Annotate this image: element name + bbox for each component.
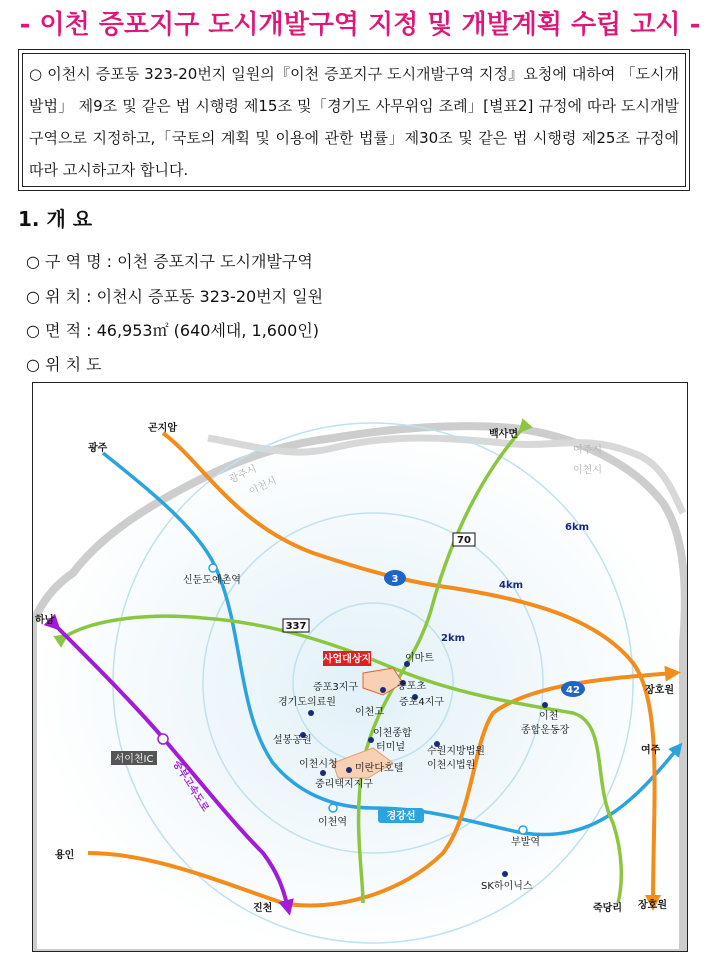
yongin-label: 용인 [55, 850, 75, 861]
jukdangri-label: 죽당리 [593, 903, 622, 914]
court-label: 수원지방법원 [427, 746, 485, 757]
overview-map-label: ○ 위 치 도 [26, 355, 102, 374]
ring-2km-label: 2km [441, 633, 466, 644]
icheon-border2-label: 이천시 [247, 475, 279, 498]
icheon-term-label: 이천종합 [373, 728, 412, 739]
road-337-label: 337 [285, 621, 307, 632]
icheon-station-label: 이천역 [318, 817, 347, 828]
icheon-stadium-label: 이천 [539, 711, 559, 722]
road-70-label: 70 [457, 535, 471, 546]
jungri-label: 중리택지지구 [315, 779, 373, 790]
janghowon-label: 장호원 [645, 685, 674, 696]
terminal-label: 터미널 [376, 742, 405, 753]
seoicheon-ic-label: 서이천IC [114, 754, 154, 765]
miranda-label: 미란다호텔 [355, 763, 404, 774]
gyeonggang-label: 경강선 [386, 811, 416, 822]
region-boundary [33, 426, 685, 952]
road-42-label: 42 [566, 685, 580, 696]
skhynix-label: SK하이닉스 [481, 881, 533, 892]
expressway-label: 중부고속도로 [170, 758, 211, 814]
gwangju-border-label: 광주시 [227, 463, 259, 486]
location-map-svg [33, 383, 688, 952]
notice-box [18, 49, 690, 191]
yeoju-border-label: 여주시 [573, 445, 602, 456]
jeungpo4-label: 증포4지구 [399, 697, 445, 708]
section-title: 1. 개 요 [18, 207, 93, 231]
seolbong-label: 설봉공원 [273, 735, 312, 746]
gwangju-label: 광주 [88, 443, 108, 454]
icheon-court-label: 이천시법원 [427, 760, 476, 771]
baeksa-label: 백사면 [489, 429, 518, 440]
icheongo-label: 이천고 [355, 707, 384, 718]
jeungpo3-label: 증포3지구 [313, 682, 359, 693]
emart-label: 이마트 [405, 653, 434, 664]
sindundo-label: 신둔도예촌역 [183, 575, 241, 586]
stadium-label: 종합운동장 [521, 725, 570, 736]
jeungpocho-label: 증포초 [397, 681, 426, 692]
overview-location: ○ 위 치 : 이천시 증포동 323-20번지 일원 [26, 287, 324, 306]
jincheon-label: 진천 [253, 903, 273, 914]
notice-text: ○ 이천시 증포동 323-20번지 일원의『이천 증포지구 도시개발구역 지정』요청에 대하여 「도시개발법」 제9조 및 같은 법 시행령 제15조 및「경기도 사무위임 조례」[별표2] 규정에 따라 도시개발구역으로 지정하고,「국토의 계획 및 이용에 관한 법률」제30조 및 같은 법 시행령 제25조 규정에 따라 고시하고자 합니다. [29, 65, 679, 179]
bubal-station-label: 부발역 [511, 837, 540, 848]
janghowon2-label: 장호원 [638, 900, 667, 911]
hanam-label: 하남 [35, 615, 55, 626]
overview-area: ○ 면 적 : 46,953㎡ (640세대, 1,600인) [26, 321, 320, 340]
page-title: - 이천 증포지구 도시개발구역 지정 및 개발계획 수립 고시 - [19, 10, 701, 40]
icheon-border-label: 이천시 [573, 465, 602, 476]
overview-name: ○ 구 역 명 : 이천 증포지구 도시개발구역 [26, 252, 313, 271]
gonjiam-label: 곤지암 [148, 423, 177, 434]
road-3-label: 3 [391, 574, 399, 585]
yeoju-label: 여주 [641, 745, 661, 756]
location-map [32, 382, 688, 952]
ring-4km-label: 4km [499, 580, 524, 591]
gyeonggi-park-label: 경기도의료원 [278, 697, 336, 708]
cityhall-label: 이천시청 [299, 759, 338, 770]
project-site-label: 사업대상지 [322, 654, 372, 665]
ring-6km-label: 6km [565, 522, 590, 533]
